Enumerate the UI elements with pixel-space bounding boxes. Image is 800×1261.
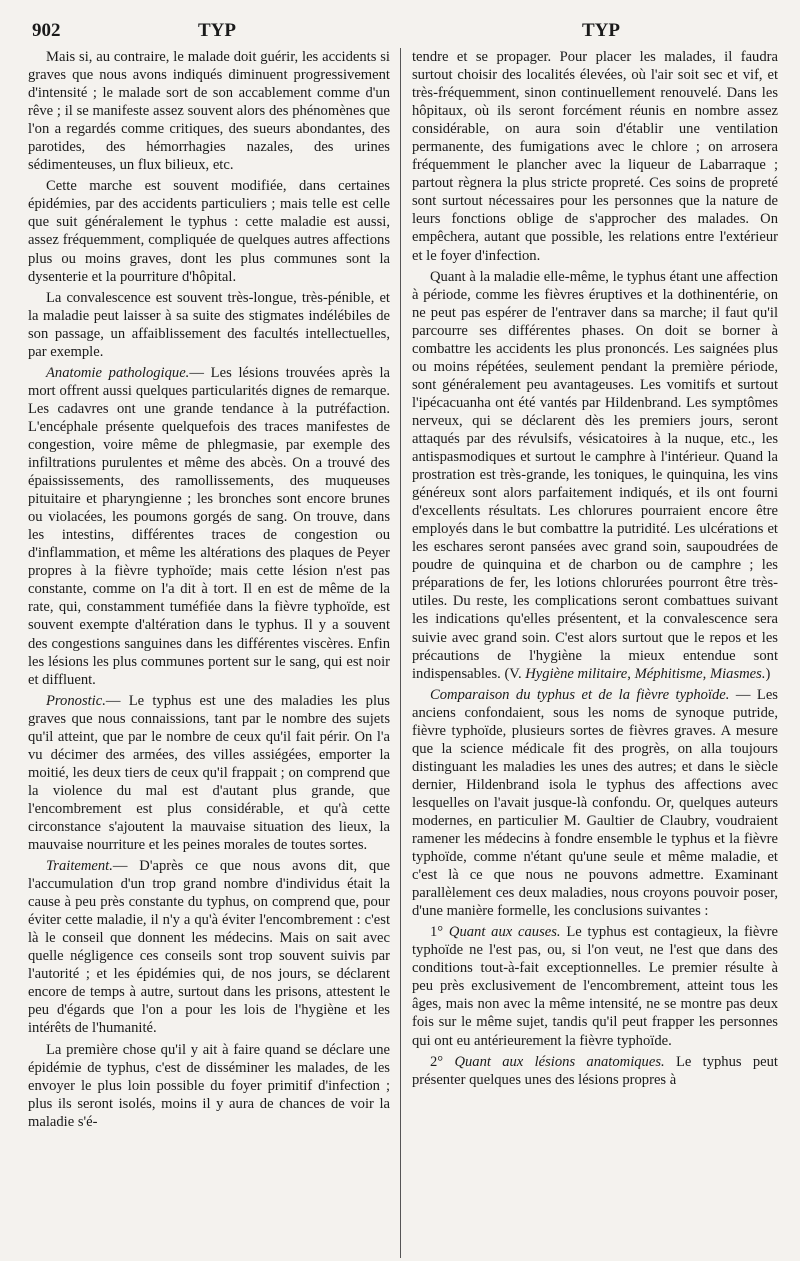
- paragraph: [28, 692, 390, 854]
- paragraph-text: Quant à la maladie elle-même, le typhus étant une affection à période, comme les fièvres éruptives et la dothinentérie, on ne peut pas espérer de l'entraver dans sa marche; il faut qu'il parcourre ses différentes phases. On doit se borner à combattre les accidents les plus prononcés. Les saignées plus ou moins répétées, seulement pendant la première période, sont généralement peu avantageuses. Les vomitifs et surtout l'ipécacuanha ont été vantés par Hildenbrand. Les symptômes nerveux, qui se déclarent dès les premiers jours, seront attaqués par des révulsifs, vésicatoires à la nuque, etc., les antispasmodiques et surtout le camphre à l'intérieur. Quand la prostration est très-grande, les toniques, le quinquina, les vins généreux sont alors parfaitement indiqués, et ils ont fourni d'excellents résultats. Les chlorures pourraient encore être employés dans le but combattre la putridité. Les ulcérations et les eschares seront pansées avec grand soin, saupoudrées de poudre de quinquina et de charbon ou de camphre ; les préparations de fer, les lotions chlorurées pourront être très-utiles. Du reste, les complications seront combattues suivant les indications qu'elles présentent, et la convalescence sera suivie avec grand soin. C'est alors surtout que le repos et les précautions de l'hygiène la mieux entendue sont indispensables.: [412, 268, 778, 682]
- section-heading: Anatomie pathologique.: [46, 364, 190, 381]
- left-column: [28, 48, 390, 1134]
- paragraph-text: Le typhus peut présenter quelques unes des lésions propres à: [412, 1053, 778, 1088]
- running-head-left: TYP: [198, 20, 236, 41]
- paragraph-text: — Les lésions trouvées après la mort offrent aussi quelques particularités dignes de remarque. Les cadavres ont une grande tendance à la putréfaction. L'encéphale présente quelquefois des traces manifestes de congestion, voire même de phlegmasie, par exemple des infiltrations purulentes et même des abcès. On a trouvé des épaississements, des ramollissements, des muqueuses pituitaire et pharyngienne ; les bronches sont encore brunes ou violacées, les poumons gorgés de sang. On trouve, dans les intestins, différentes traces de congestion ou d'inflammation, et même les altérations des plaques de Peyer propres à la fièvre typhoïde; mais cette lésion n'est pas constante, comme on l'a dit à tort. Il en est de même de la rate, qui, constamment tuméfiée dans la fièvre typhoïde, est souvent exempte d'altération dans le typhus. Il y a souvent des congestions sanguines dans les différentes viscères. Enfin les lésions les plus communes portent sur le sang, qui est noir et diffluent.: [28, 364, 390, 688]
- paragraph: Mais si, au contraire, le malade doit guérir, les accidents si graves que nous avons indiqués diminuent progressivement d'intensité ; le malade sort de son accablement comme d'un rêve ; il se manifeste assez souvent alors des phénomènes que l'on a regardés comme critiques, des sueurs abondantes, des parotides, des hémorrhagies nazales, des urines sédimenteuses, un flux bilieux, etc.: [28, 49, 390, 174]
- item-number: 1°: [430, 924, 444, 941]
- section-heading: Comparaison du typhus et de la fièvre typhoïde.: [430, 686, 730, 703]
- section-heading: Quant aux causes.: [448, 924, 561, 941]
- section-heading: Pronostic.: [46, 692, 106, 709]
- paragraph: [412, 686, 778, 921]
- paragraph-text: — Le typhus est une des maladies les plus graves que nous connaissions, tant par le nombre des sujets qu'il atteint, que par le nombre de ceux qu'il fait périr. On l'a vu décimer des armées, des villes assiégées, emporter la moitié, les deux tiers de ceux qu'il frappait ; on comprend que la violence du mal est d'autant plus grande, que l'encombrement est plus considérable, et qu'à cette circonstance s'ajoutent la mauvaise situation des lieux, la mauvaise nourriture et les peines morales de toutes sortes.: [28, 692, 390, 854]
- reference-close: ): [765, 665, 771, 682]
- right-column: [412, 48, 778, 1092]
- column-divider: [400, 48, 401, 1258]
- page-number: 902: [32, 20, 61, 41]
- section-heading: Traitement.: [46, 858, 113, 875]
- running-head-right: TYP: [582, 20, 620, 41]
- paragraph: [28, 364, 390, 689]
- item-number: 2°: [430, 1053, 444, 1070]
- section-heading: Quant aux lésions anatomiques.: [454, 1053, 665, 1070]
- paragraph: [412, 1053, 778, 1089]
- paragraph: Cette marche est souvent modifiée, dans certaines épidémies, par des accidents particuliers ; mais telle est celle que suit généralement le typhus : cette maladie est aussi, assez fréquemment, compliquée de quelques autres affections plus ou moins graves, dont les plus communes sont la dysenterie et la pourriture d'hôpital.: [28, 178, 390, 285]
- paragraph-text: Le typhus est contagieux, la fièvre typhoïde ne l'est pas, ou, si l'on veut, ne l'est que dans des conditions tout-à-fait exceptionnelles. Le premier résulte à peu près exclusivement de l'encombrement, atteint tous les âges, mais non avec la même intensité, ne se montre pas deux fois sur le même sujet, tandis qu'il peut frapper les personnes qui ont eu antérieurement la fièvre typhoïde.: [412, 924, 778, 1049]
- paragraph: tendre et se propager. Pour placer les malades, il faudra surtout choisir des localités élevées, où l'air soit sec et vif, et très-fréquemment, sinon continuellement renouvelé. Dans les hôpitaux, où ils seront forcément réunis en nombre assez considérable, on aura soin d'établir une ventilation permanente, des fumigations avec le chlore ; on arrosera fréquemment le plancher avec la liqueur de Labarraque ; partout règnera la plus stricte propreté. Ces soins de propreté sont surtout nécessaires pour les personnes que la nature de leurs fonctions oblige de s'approcher des malades. On empêchera, autant que possible, les relations entre l'extérieur et le foyer d'infection.: [412, 49, 778, 264]
- reference-separator: ,: [627, 665, 635, 682]
- cross-reference: Méphitisme, Miasmes.: [634, 665, 766, 682]
- paragraph-text: — D'après ce que nous avons dit, que l'accumulation d'un trop grand nombre d'individus était la cause à peu près constante du typhus, on comprend que, pour éviter cette maladie, il n'y a qu'à éviter l'encombrement : c'est là le conseil que donnent les médecins. Mais on sait avec quelle négligence ces conseils sont trop souvent suivis par l'autorité ; et les épidémies qui, de nos jours, se déclarent encore de temps à autre, surtout dans les prisons, attestent le peu d'égards que l'on a pour les lois de l'hygiène et les intérêts de l'humanité.: [28, 858, 390, 1037]
- paragraph: [412, 268, 778, 683]
- paragraph: La convalescence est souvent très-longue, très-pénible, et la maladie peut laisser à sa suite des stigmates indélébiles de son passage, un affaiblissement des facultés intellectuelles, par exemple.: [28, 289, 390, 360]
- cross-reference: Hygiène militaire: [525, 665, 628, 682]
- paragraph: [412, 923, 778, 1049]
- paragraph: La première chose qu'il y ait à faire quand se déclare une épidémie de typhus, c'est de disséminer les malades, de les envoyer le plus loin possible du foyer primitif d'infection ; plus ils seront isolés, moins il y aura de chances de voir la maladie s'é-: [28, 1041, 390, 1130]
- reference-open: (V.: [504, 665, 526, 682]
- paragraph-text: — Les anciens confondaient, sous les noms de synoque putride, fièvre typhoïde, plusieurs sortes de fièvres graves. A mesure que la science médicale fit des progrès, on alla toujours distinguant les maladies les unes des autres; et dans le siècle dernier, Hildenbrand isola le typhus des affections avec lesquelles on l'avait jusque-là confondu. Or, quelques auteurs modernes, en particulier M. Gaultier de Claubry, voudraient ramener les médecins à fondre ensemble le typhus et la fièvre typhoïde, comme n'étant qu'une seule et même maladie, et c'est là ce que nous ne pouvons admettre. Examinant parallèlement ces deux maladies, nous croyons pouvoir poser, d'une manière formelle, les conclusions suivantes :: [412, 686, 778, 920]
- paragraph: [28, 857, 390, 1037]
- page-header: [0, 20, 800, 44]
